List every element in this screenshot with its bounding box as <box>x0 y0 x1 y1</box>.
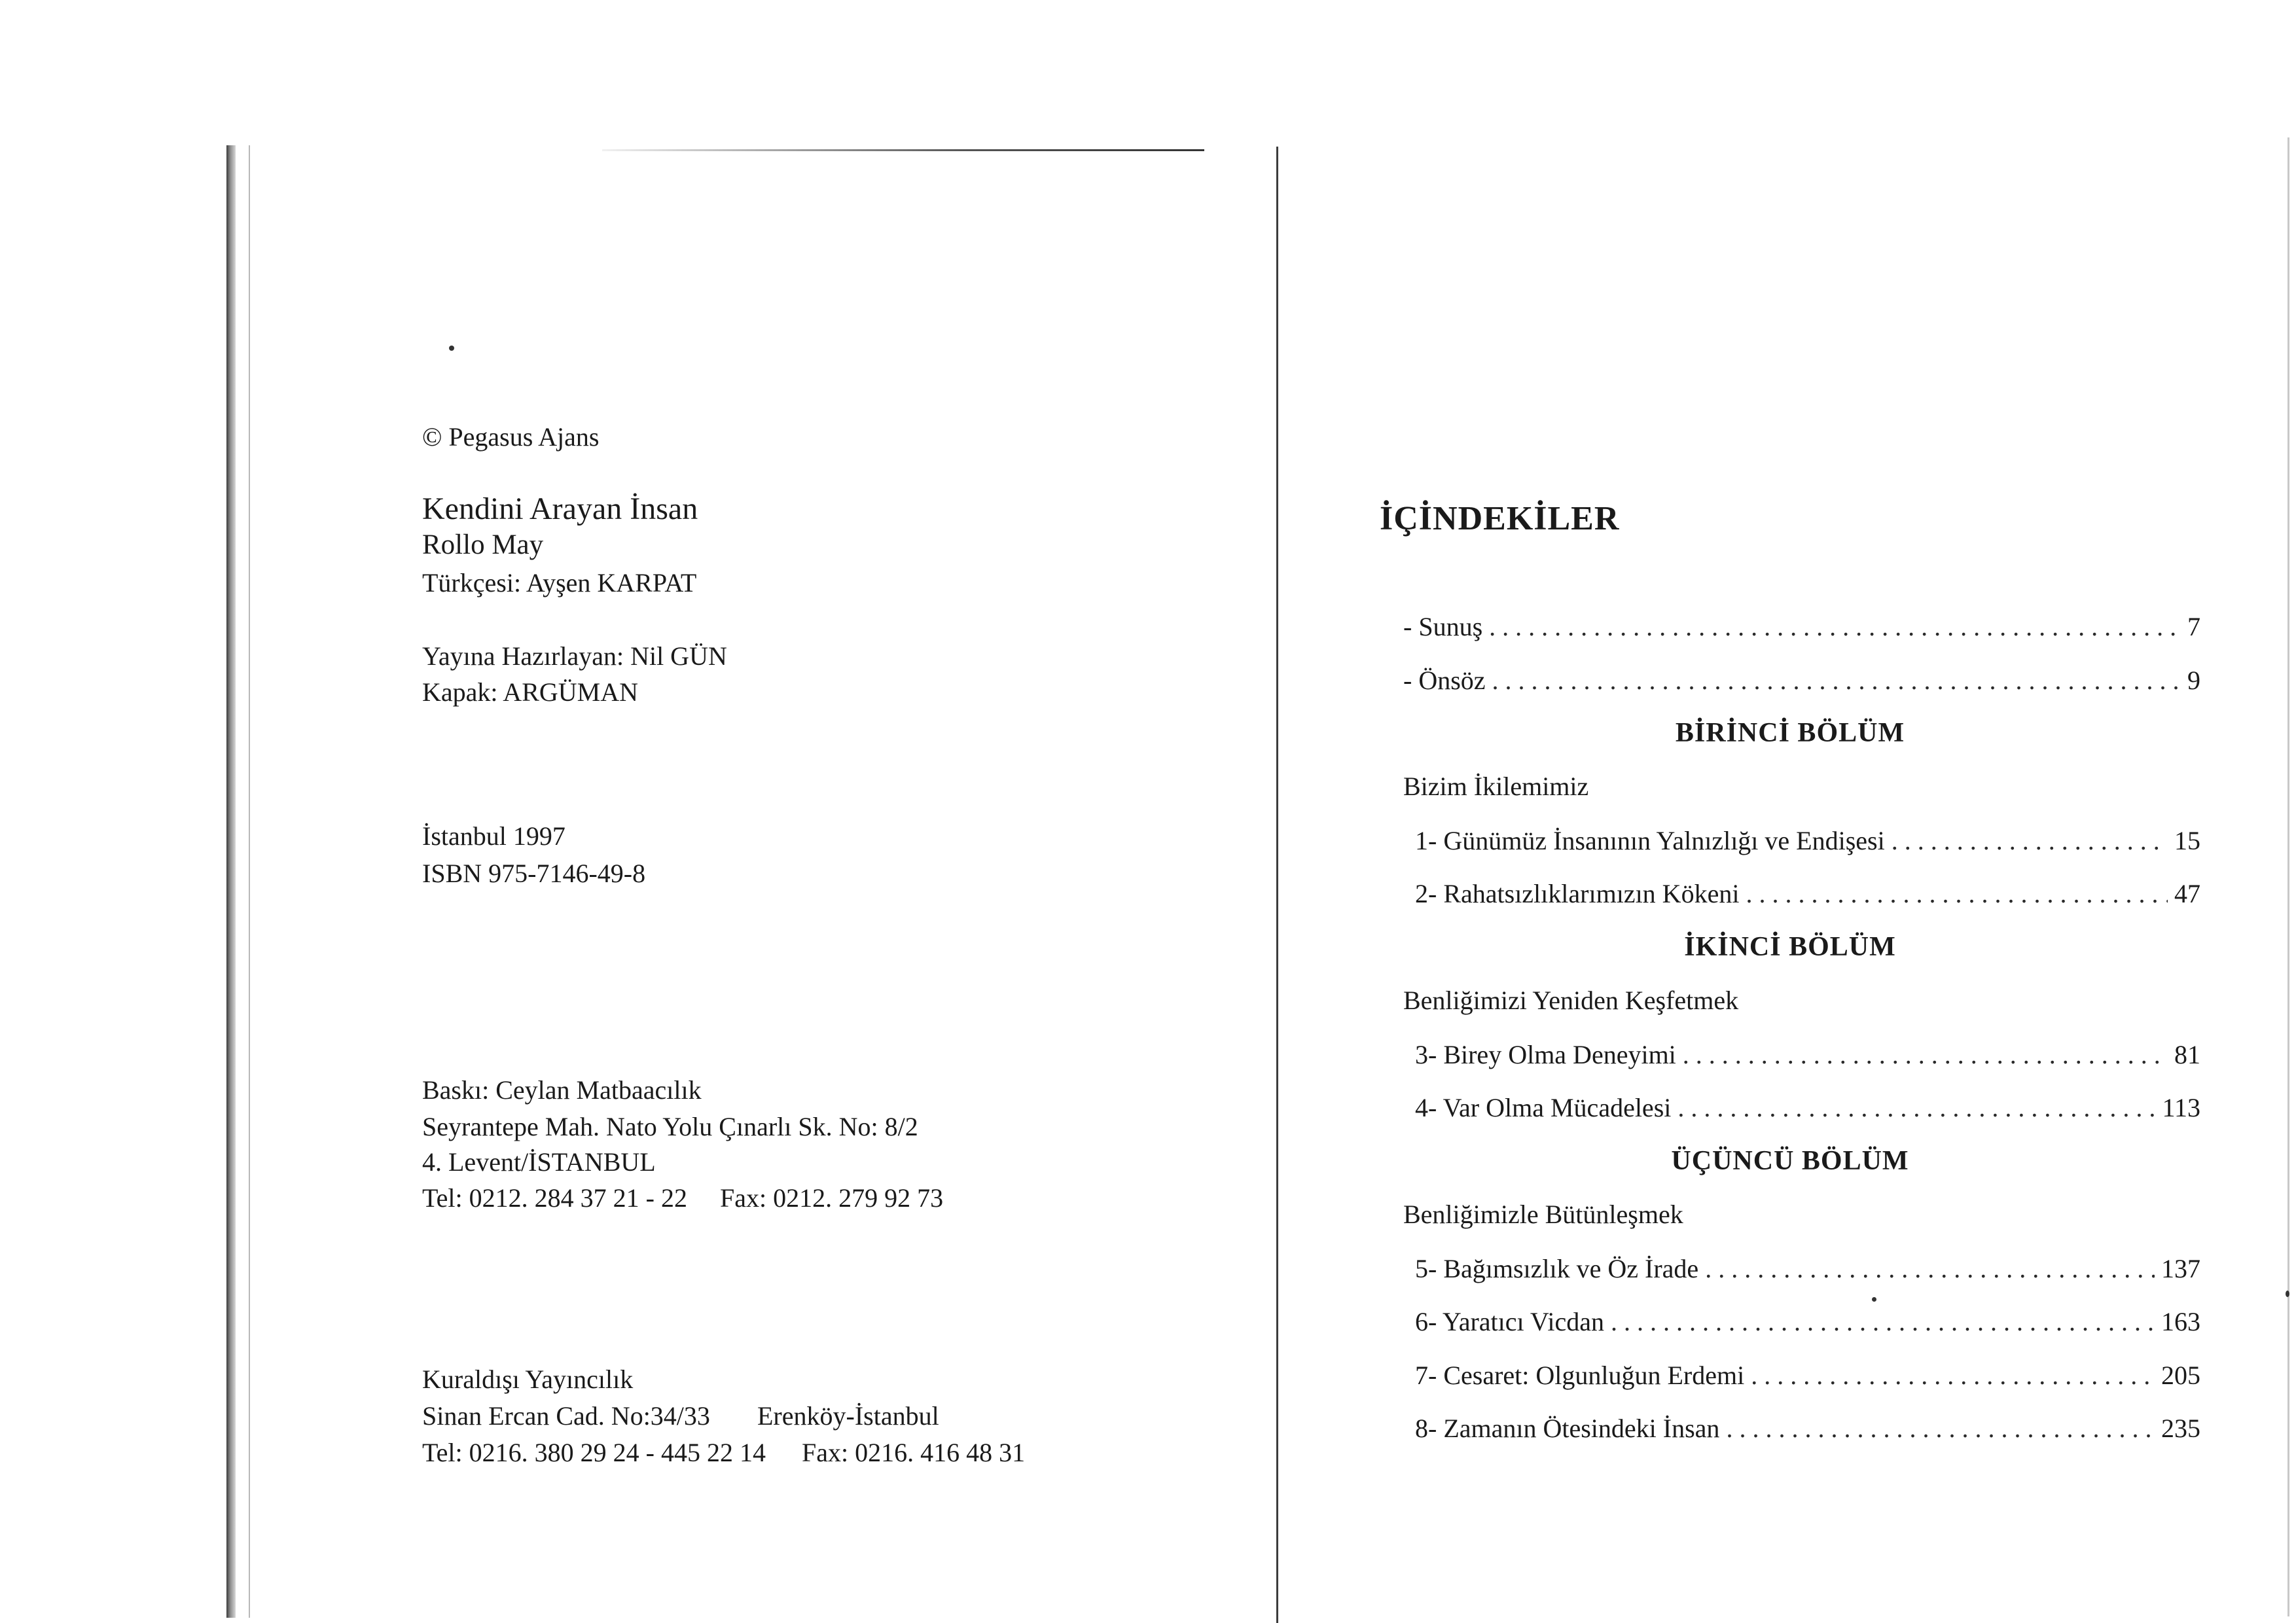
author-name: Rollo May <box>422 529 544 560</box>
toc-page-number: 205 <box>2161 1361 2200 1390</box>
table-of-contents-page <box>1380 0 2200 1623</box>
toc-leader-dots <box>1705 1253 2155 1285</box>
toc-entry-chapter <box>1415 1253 2200 1285</box>
toc-leader-dots <box>1489 611 2181 643</box>
toc-leader-dots <box>1751 1359 2155 1392</box>
section-heading: ÜÇÜNCÜ BÖLÜM <box>1671 1146 1909 1176</box>
toc-page-number: 113 <box>2162 1093 2200 1122</box>
section-title: Bizim İkilemimiz <box>1403 772 1589 801</box>
publisher-name: Kuraldışı Yayıncılık <box>422 1364 634 1394</box>
toc-page-number: 81 <box>2174 1040 2200 1069</box>
toc-entry-label: - Önsöz <box>1403 666 1486 695</box>
toc-entry-chapter <box>1415 878 2200 910</box>
publisher-street: Sinan Ercan Cad. No:34/33 <box>422 1401 710 1431</box>
toc-page-number: 15 <box>2174 826 2200 855</box>
toc-page-number: 9 <box>2187 666 2200 695</box>
toc-entry-label: 3- Birey Olma Deneyimi <box>1415 1040 1676 1069</box>
printer-phone: Tel: 0212. 284 37 21 - 22 <box>422 1183 687 1213</box>
toc-entry-label: 8- Zamanın Ötesindeki İnsan <box>1415 1414 1720 1443</box>
book-title: Kendini Arayan İnsan <box>422 491 698 526</box>
printer-name: Baskı: Ceylan Matbaacılık <box>422 1075 702 1105</box>
book-spine-divider <box>1276 147 1278 1623</box>
toc-entry-chapter <box>1415 1039 2200 1071</box>
section-heading: İKİNCİ BÖLÜM <box>1684 932 1896 962</box>
toc-entry-chapter <box>1415 1306 2200 1338</box>
toc-entry-chapter <box>1415 825 2200 857</box>
toc-entry-label: 5- Bağımsızlık ve Öz İrade <box>1415 1254 1699 1283</box>
toc-entry-front-matter <box>1403 664 2200 697</box>
publisher-phone: Tel: 0216. 380 29 24 - 445 22 14 <box>422 1438 766 1467</box>
printer-fax: Fax: 0212. 279 92 73 <box>720 1183 944 1213</box>
toc-entry-label: - Sunuş <box>1403 612 1483 641</box>
toc-leader-dots <box>1746 878 2168 910</box>
toc-entry-chapter <box>1415 1359 2200 1392</box>
printer-address-2: 4. Levent/İSTANBUL <box>422 1147 656 1177</box>
toc-page-number: 137 <box>2161 1254 2200 1283</box>
scan-speck <box>2286 1291 2289 1297</box>
publisher-district: Erenköy-İstanbul <box>757 1401 939 1431</box>
printer-address-1: Seyrantepe Mah. Nato Yolu Çınarlı Sk. No: 8/2 <box>422 1112 918 1141</box>
scan-shadow-left-edge <box>226 145 236 1618</box>
toc-leader-dots <box>1726 1412 2155 1445</box>
toc-entry-label: 6- Yaratıcı Vicdan <box>1415 1307 1605 1336</box>
toc-entry-label: 1- Günümüz İnsanının Yalnızlığı ve Endişesi <box>1415 826 1885 855</box>
copyright-line: © Pegasus Ajans <box>422 422 600 452</box>
section-title: Benliğimizle Bütünleşmek <box>1403 1200 1683 1229</box>
place-year-line: İstanbul 1997 <box>422 821 565 851</box>
toc-entry-chapter <box>1415 1412 2200 1445</box>
toc-page-number: 47 <box>2174 879 2200 908</box>
toc-entry-label: 2- Rahatsızlıklarımızın Kökeni <box>1415 879 1740 908</box>
editor-line: Yayına Hazırlayan: Nil GÜN <box>422 641 727 671</box>
toc-entry-label: 4- Var Olma Mücadelesi <box>1415 1093 1672 1122</box>
toc-heading: İÇİNDEKİLER <box>1380 500 1620 537</box>
toc-leader-dots <box>1492 664 2181 697</box>
toc-leader-dots <box>1677 1092 2155 1124</box>
toc-entry-front-matter <box>1403 611 2200 643</box>
toc-leader-dots <box>1611 1306 2155 1338</box>
section-heading: BİRİNCİ BÖLÜM <box>1675 718 1905 748</box>
toc-entry-label: 7- Cesaret: Olgunluğun Erdemi <box>1415 1361 1745 1390</box>
cover-designer-line: Kapak: ARGÜMAN <box>422 677 638 707</box>
scan-line-left-edge <box>249 145 250 1618</box>
scan-line-right-edge <box>2287 137 2289 1616</box>
toc-leader-dots <box>1892 825 2168 857</box>
toc-entry-chapter <box>1415 1092 2200 1124</box>
isbn-line: ISBN 975-7146-49-8 <box>422 859 646 888</box>
imprint-page <box>422 0 1240 1623</box>
translator-line: Türkçesi: Ayşen KARPAT <box>422 568 697 597</box>
toc-page-number: 235 <box>2161 1414 2200 1443</box>
publisher-fax: Fax: 0216. 416 48 31 <box>802 1438 1026 1467</box>
section-title: Benliğimizi Yeniden Keşfetmek <box>1403 986 1739 1015</box>
toc-page-number: 163 <box>2161 1307 2200 1336</box>
toc-leader-dots <box>1683 1039 2168 1071</box>
toc-page-number: 7 <box>2187 612 2200 641</box>
